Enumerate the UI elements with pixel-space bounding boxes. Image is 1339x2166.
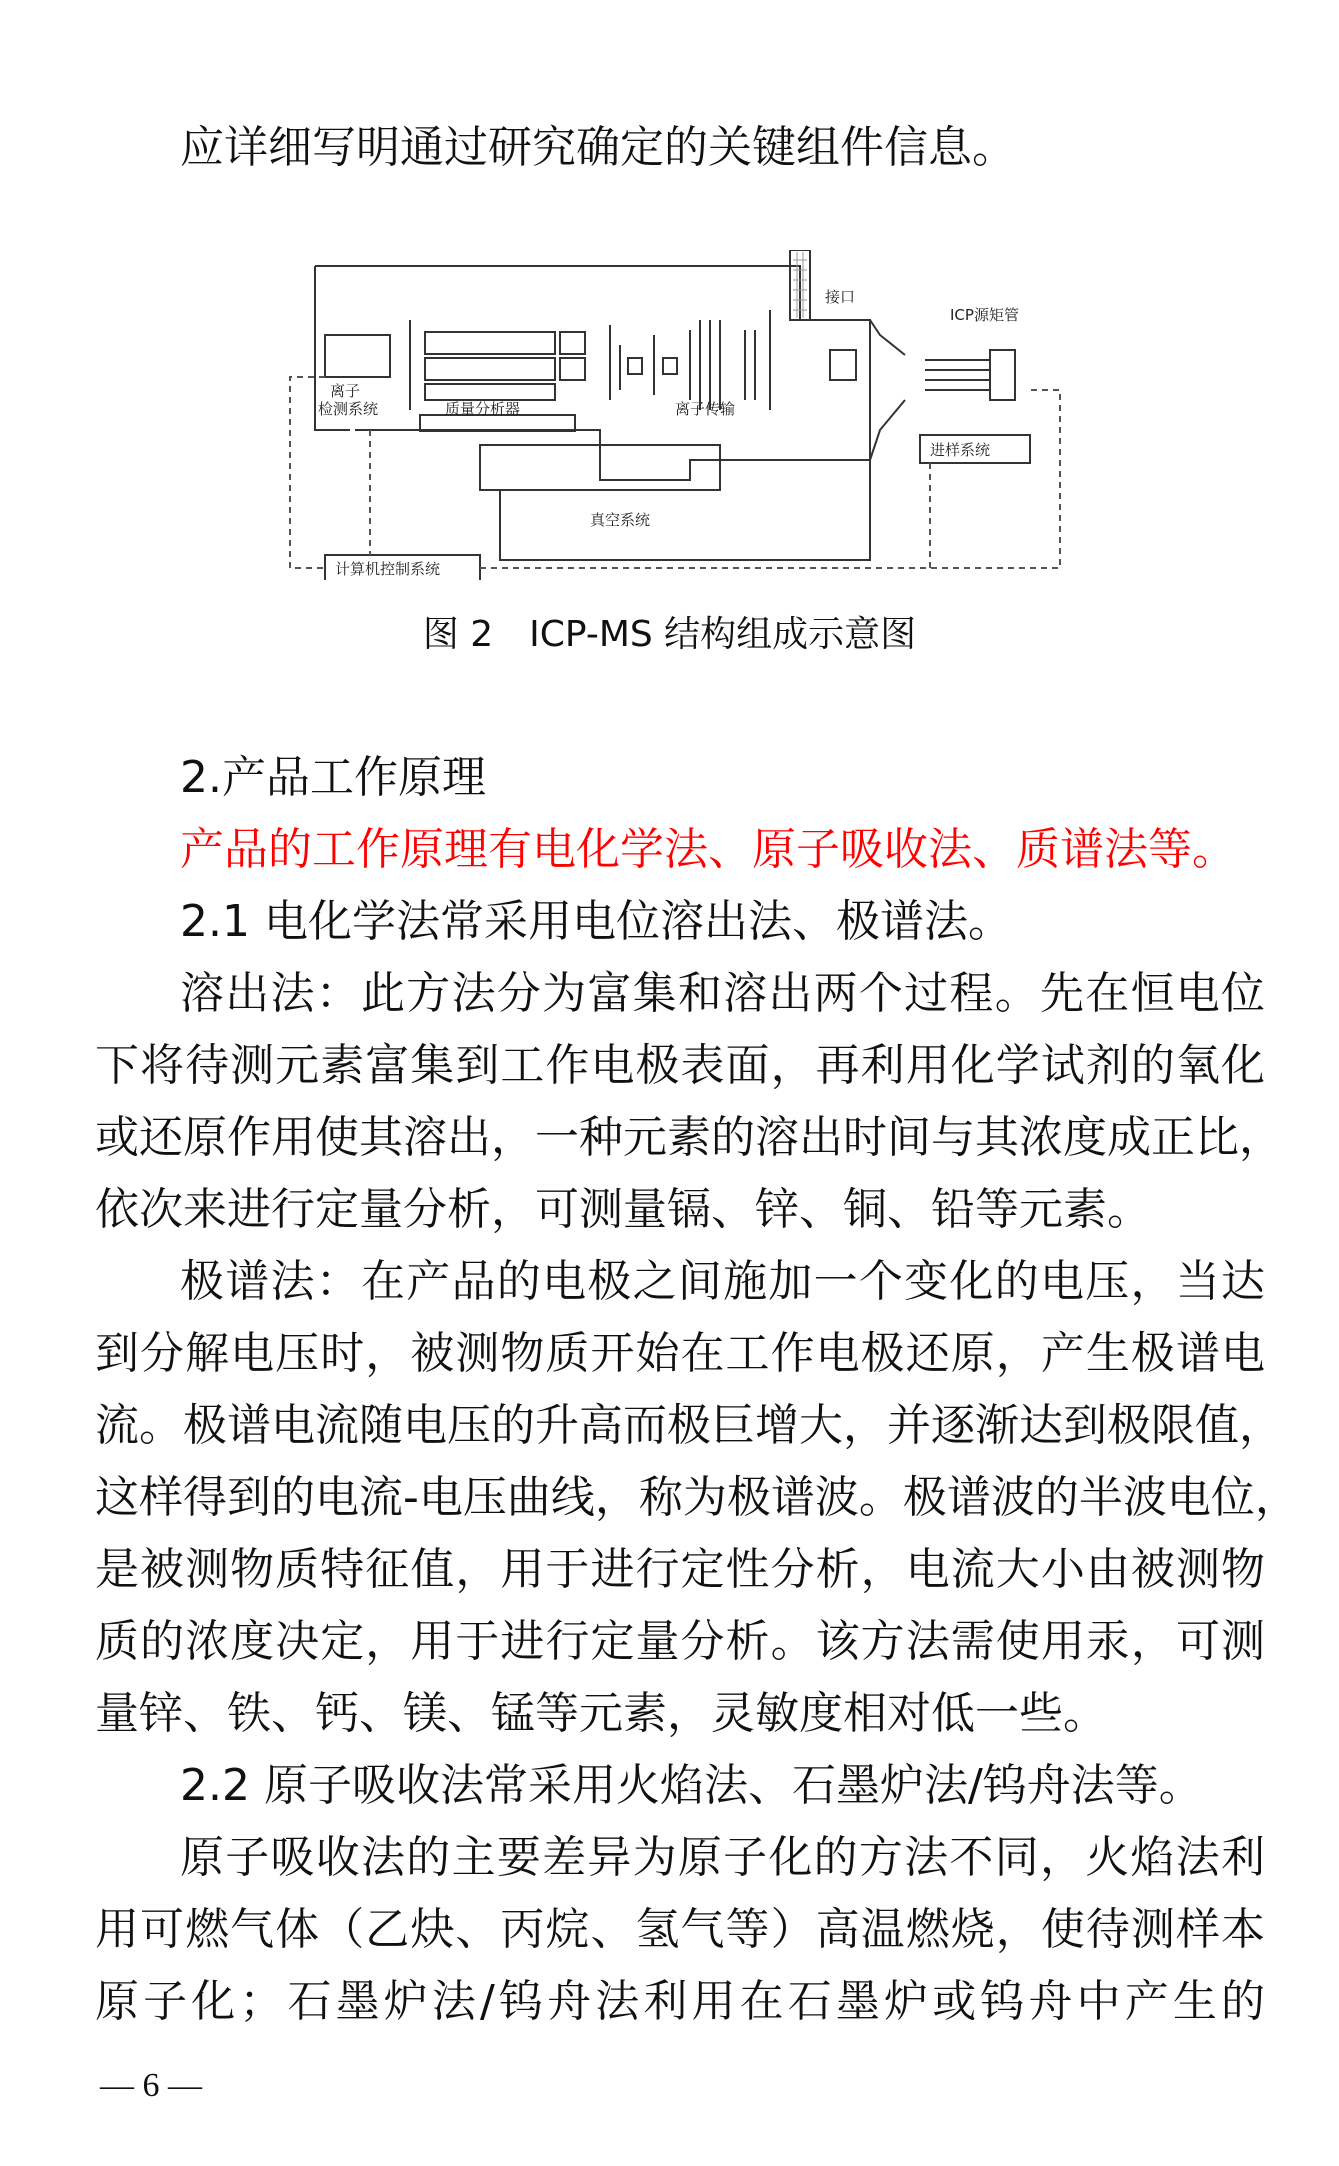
body-line: 量锌、铁、钙、镁、锰等元素，灵敏度相对低一些。 (95, 1688, 1107, 1739)
body-line: 是被测物质特征值，用于进行定性分析，电流大小由被测物 (95, 1544, 1265, 1595)
body-line: 或还原作用使其溶出，一种元素的溶出时间与其浓度成正比， (95, 1112, 1283, 1163)
label-sample-intro: 进样系统 (930, 441, 991, 459)
body-line: 原子吸收法的主要差异为原子化的方法不同，火焰法利 (180, 1832, 1265, 1883)
label-mass-analyzer: 质量分析器 (445, 400, 521, 418)
label-ion-transfer: 离子传输 (675, 400, 736, 418)
section-heading: 2.产品工作原理 (180, 752, 486, 803)
body-line: 极谱法：在产品的电极之间施加一个变化的电压，当达 (180, 1256, 1265, 1307)
body-line: 流。极谱电流随电压的升高而极巨增大，并逐渐达到极限值， (95, 1400, 1283, 1451)
body-line: 这样得到的电流-电压曲线，称为极谱波。极谱波的半波电位， (95, 1472, 1299, 1523)
figure-caption: 图 2 ICP-MS 结构组成示意图 (422, 614, 917, 655)
intro-line: 应详细写明通过研究确定的关键组件信息。 (180, 122, 1016, 173)
label-ion-detection: 离子 (330, 382, 361, 400)
body-line: 质的浓度决定，用于进行定量分析。该方法需使用汞，可测 (95, 1616, 1265, 1667)
body-line: 溶出法：此方法分为富集和溶出两个过程。先在恒电位 (180, 968, 1265, 1019)
body-line: 到分解电压时，被测物质开始在工作电极还原，产生极谱电 (95, 1328, 1265, 1379)
label-vacuum-system: 真空系统 (590, 511, 651, 529)
icp-ms-structure-diagram (270, 250, 1090, 580)
label-interface: 接口 (825, 288, 856, 306)
body-line: 依次来进行定量分析，可测量镉、锌、铜、铅等元素。 (95, 1184, 1151, 1235)
body-line: 2.2 原子吸收法常采用火焰法、石墨炉法/钨舟法等。 (180, 1760, 1203, 1811)
label-computer-control: 计算机控制系统 (335, 560, 441, 578)
body-line: 用可燃气体（乙炔、丙烷、氢气等）高温燃烧，使待测样本 (95, 1904, 1265, 1955)
body-line: 2.1 电化学法常采用电位溶出法、极谱法。 (180, 896, 1012, 947)
label-ion-detection-system: 检测系统 (318, 400, 379, 418)
body-line: 原子化；石墨炉法/钨舟法利用在石墨炉或钨舟中产生的 (95, 1976, 1265, 2027)
body-line: 下将待测元素富集到工作电极表面，再利用化学试剂的氧化 (95, 1040, 1265, 1091)
page-number: — 6 — (100, 2067, 202, 2104)
label-icp-torch: ICP源矩管 (950, 306, 1019, 324)
principle-summary: 产品的工作原理有电化学法、原子吸收法、质谱法等。 (180, 824, 1236, 875)
